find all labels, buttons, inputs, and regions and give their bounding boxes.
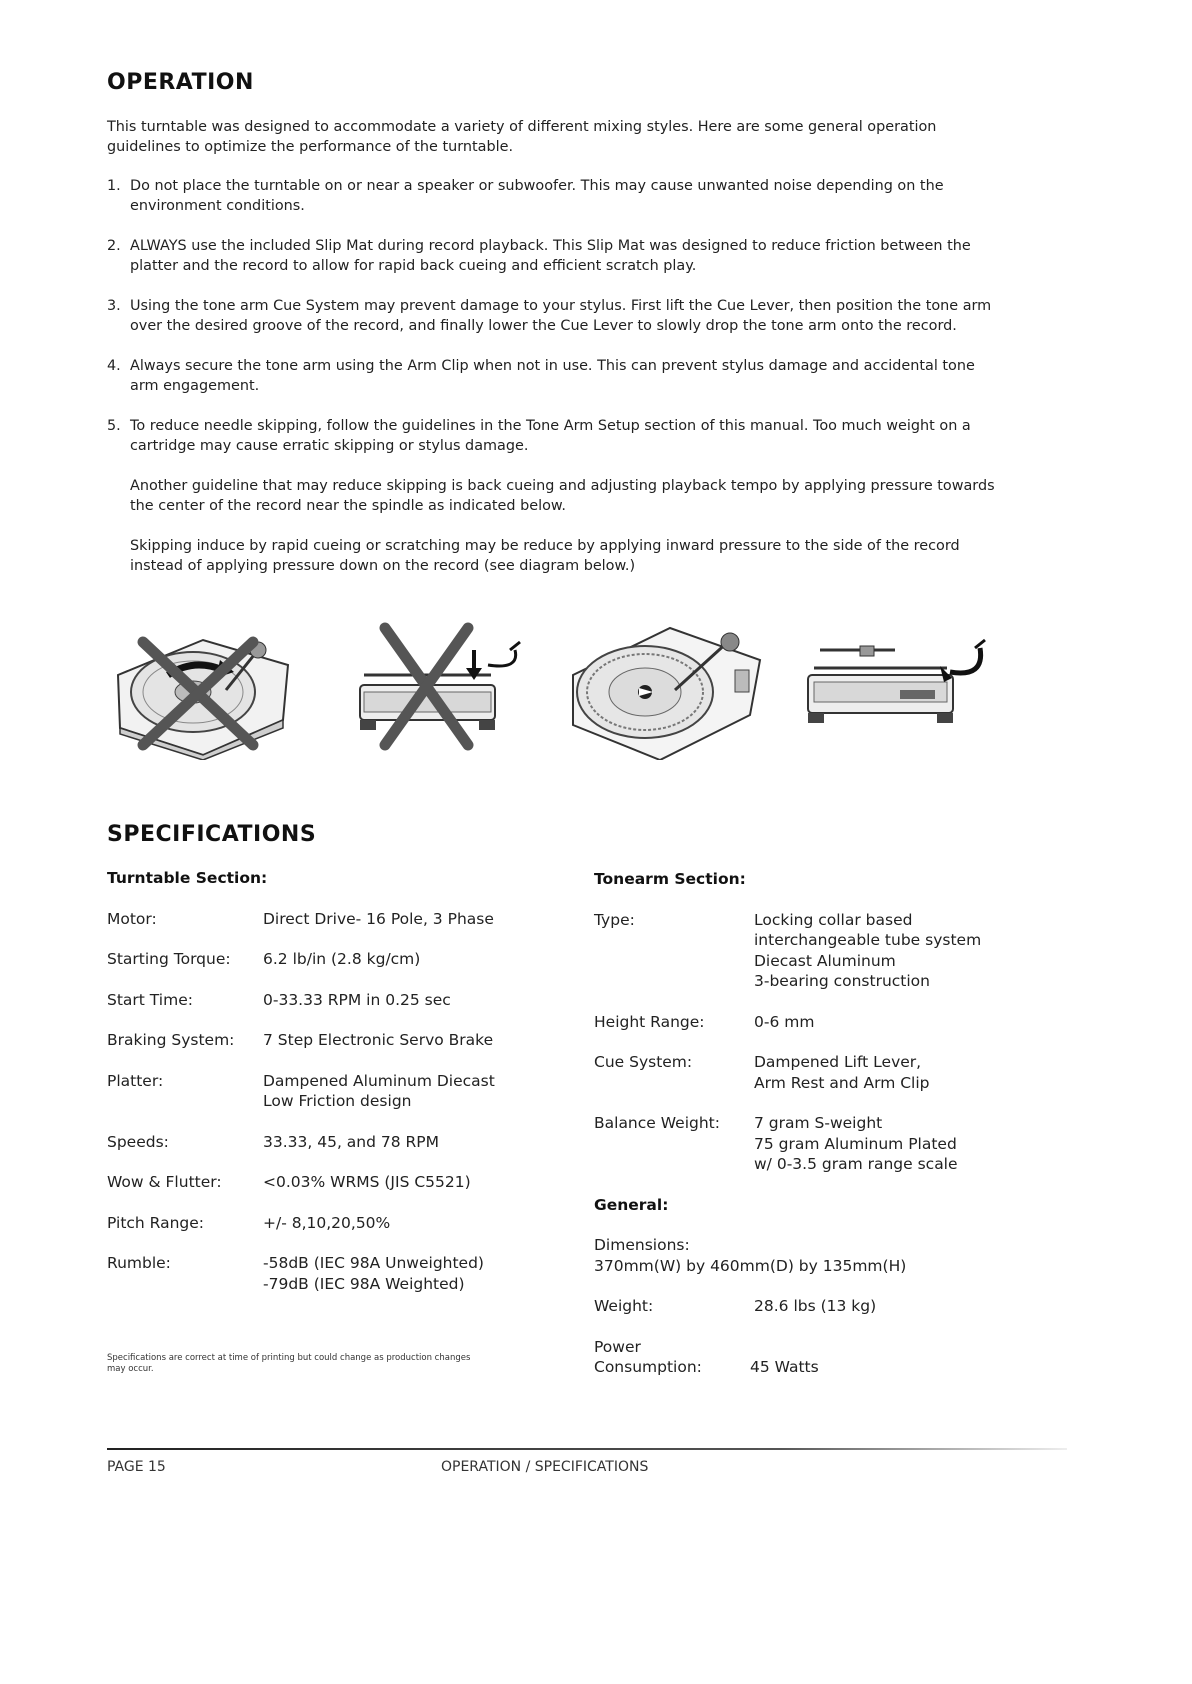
spec-row xyxy=(594,1052,1024,1093)
spec-label: Wow & Flutter: xyxy=(107,1173,222,1191)
spec-label: Rumble: xyxy=(107,1254,171,1272)
spec-row xyxy=(107,1213,547,1234)
specifications-footnote: Specifications are correct at time of printing but could change as production changes may occur. xyxy=(107,1353,471,1374)
list-item xyxy=(107,236,1007,276)
spec-label: Cue System: xyxy=(594,1053,693,1071)
list-item xyxy=(107,356,1007,396)
skip-prevention-diagrams xyxy=(100,620,1020,760)
spec-value: 0-33.33 RPM in 0.25 sec xyxy=(263,990,451,1009)
spec-value: -58dB (IEC 98A Unweighted) -79dB (IEC 98A Weighted) xyxy=(263,1254,484,1293)
spec-row xyxy=(594,1296,1024,1317)
list-item-number: 5. xyxy=(107,418,121,434)
list-item-number: 3. xyxy=(107,298,121,314)
list-item xyxy=(107,176,1007,216)
list-item-extra-text: Another guideline that may reduce skipping is back cueing and adjusting playback tempo by applying pressure towards the center of the record near the spindle as indicated below. xyxy=(130,478,995,514)
correct-center-pressure-diagram xyxy=(565,620,765,760)
dimensions-label: Dimensions: xyxy=(594,1236,690,1254)
spec-row xyxy=(594,1012,1024,1033)
tonearm-section xyxy=(594,869,1024,1398)
turntable-section xyxy=(107,868,547,1314)
general-section-heading: General: xyxy=(594,1195,669,1214)
list-item-number: 1. xyxy=(107,178,121,194)
spec-label: Type: xyxy=(594,910,635,929)
operation-title: OPERATION xyxy=(107,70,254,95)
power-value: 45 Watts xyxy=(750,1358,819,1376)
operation-guidelines-list xyxy=(107,176,1007,596)
spec-row xyxy=(107,909,547,930)
list-item xyxy=(107,296,1007,336)
spec-value: Dampened Lift Lever, Arm Rest and Arm Clip xyxy=(754,1053,930,1092)
spec-value: Direct Drive- 16 Pole, 3 Phase xyxy=(263,909,494,928)
power-label: Power Consumption: xyxy=(594,1337,702,1376)
list-item-text: ALWAYS use the included Slip Mat during record playback. This Slip Mat was designed to reduce friction between the platter and the record to allow for rapid back cueing and efficient scratch play. xyxy=(130,238,971,274)
spec-label: Platter: xyxy=(107,1071,164,1090)
list-item-number: 4. xyxy=(107,358,121,374)
spec-label: Braking System: xyxy=(107,1031,235,1049)
spec-label: Balance Weight: xyxy=(594,1114,720,1132)
spec-row xyxy=(107,1030,547,1051)
spec-row xyxy=(107,949,547,970)
spec-row xyxy=(107,990,547,1011)
spec-row xyxy=(594,910,1024,992)
list-item-text: To reduce needle skipping, follow the guidelines in the Tone Arm Setup section of this manual. Too much weight on a cartridge may cause erratic skipping or stylus damage. xyxy=(130,418,971,454)
correct-side-pressure-diagram xyxy=(800,620,1000,760)
list-item-text: Do not place the turntable on or near a speaker or subwoofer. This may cause unwanted noise depending on the environment conditions. xyxy=(130,178,944,214)
spec-label: Motor: xyxy=(107,909,157,928)
spec-row xyxy=(107,1132,547,1153)
spec-row xyxy=(594,1337,1024,1378)
dimensions-value: 370mm(W) by 460mm(D) by 135mm(H) xyxy=(594,1256,907,1275)
spec-value: +/- 8,10,20,50% xyxy=(263,1213,391,1232)
spec-value: 33.33, 45, and 78 RPM xyxy=(263,1132,440,1151)
footer-divider xyxy=(107,1448,1067,1450)
list-item-extra-text: Skipping induce by rapid cueing or scratching may be reduce by applying inward pressure to the side of the record instead of applying pressure down on the record (see diagram below.) xyxy=(130,538,960,574)
footer-section-title: OPERATION / SPECIFICATIONS xyxy=(441,1459,649,1475)
spec-row xyxy=(107,1172,547,1193)
spec-row xyxy=(107,1253,547,1294)
list-item-text: Always secure the tone arm using the Arm Clip when not in use. This can prevent stylus damage and accidental tone arm engagement. xyxy=(130,358,975,394)
turntable-section-heading: Turntable Section: xyxy=(107,869,268,887)
spec-label: Starting Torque: xyxy=(107,950,231,968)
spec-row xyxy=(594,1113,1024,1175)
spec-value: 7 Step Electronic Servo Brake xyxy=(263,1031,494,1049)
page-number: PAGE 15 xyxy=(107,1459,166,1475)
spec-label: Pitch Range: xyxy=(107,1213,205,1232)
list-item-text: Using the tone arm Cue System may prevent damage to your stylus. First lift the Cue Lever, then position the tone arm over the desired groove of the record, and finally lower the Cue Lever to slowly drop the tone arm onto the record. xyxy=(130,298,992,334)
specifications-title: SPECIFICATIONS xyxy=(107,822,317,847)
spec-value: Locking collar based interchangeable tube system Diecast Aluminum 3-bearing construction xyxy=(754,910,982,990)
list-item-number: 2. xyxy=(107,238,121,254)
spec-value: 7 gram S-weight 75 gram Aluminum Plated w/ 0-3.5 gram range scale xyxy=(754,1114,958,1173)
spec-value: Dampened Aluminum Diecast Low Friction design xyxy=(263,1071,495,1110)
spec-value: 6.2 lb/in (2.8 kg/cm) xyxy=(263,950,421,968)
weight-label: Weight: xyxy=(594,1297,654,1315)
operation-intro: This turntable was designed to accommodate a variety of different mixing styles. Here are some general operation guidelines to optimize the performance of the turntable. xyxy=(107,119,937,155)
spec-label: Start Time: xyxy=(107,990,193,1009)
spec-value: 0-6 mm xyxy=(754,1012,815,1031)
spec-row xyxy=(107,1071,547,1112)
spec-value: <0.03% WRMS (JIS C5521) xyxy=(263,1173,471,1191)
spec-label: Speeds: xyxy=(107,1132,169,1151)
spec-label: Height Range: xyxy=(594,1012,705,1031)
tonearm-section-heading: Tonearm Section: xyxy=(594,870,746,888)
list-item xyxy=(107,416,1007,576)
incorrect-downward-pressure-diagram xyxy=(350,620,550,760)
incorrect-pressure-diagram xyxy=(108,620,298,760)
dimensions-spec xyxy=(594,1235,1024,1276)
weight-value: 28.6 lbs (13 kg) xyxy=(754,1297,877,1315)
